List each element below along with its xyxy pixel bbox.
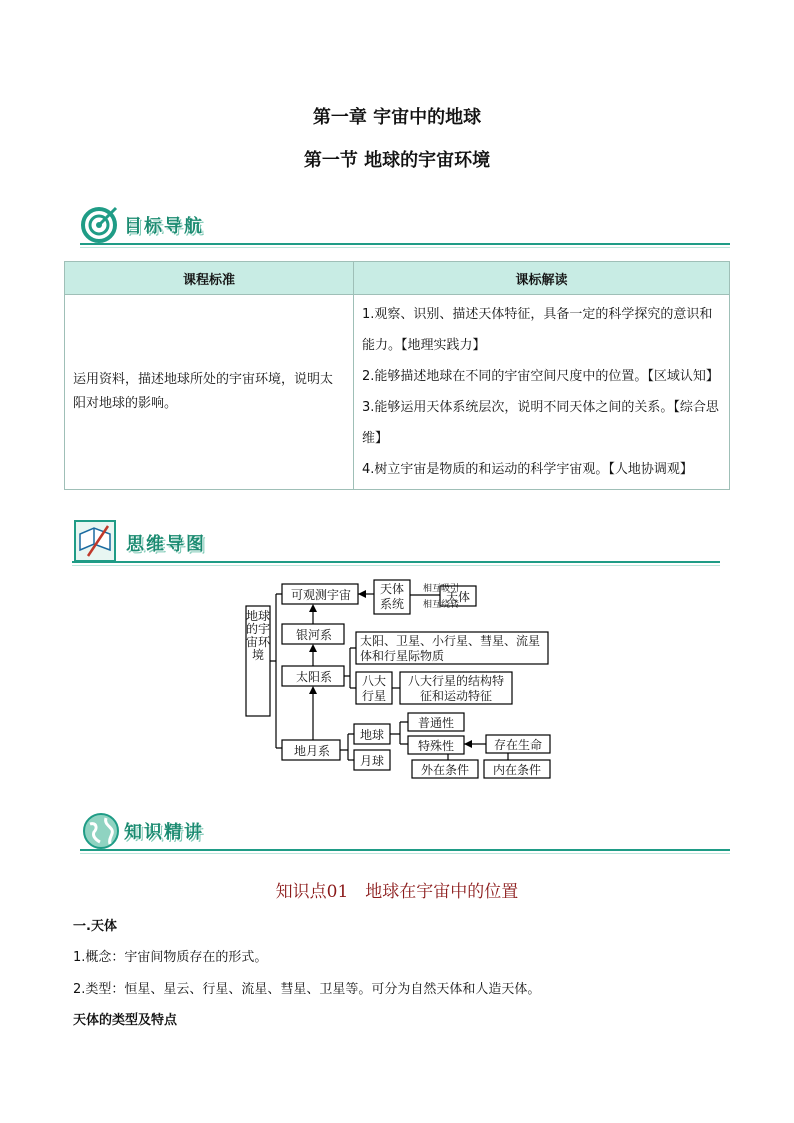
heading-celestial: 一.天体 <box>73 919 117 934</box>
knowledge-banner-label: 知识精讲 <box>124 822 204 843</box>
interpretation-cell <box>354 295 730 490</box>
interpretation-item: 1.观察、识别、描述天体特征，具备一定的科学探究的意识和能力。【地理实践力】 <box>362 307 713 353</box>
mindmap-milky-way: 银河系 <box>295 628 332 642</box>
mindmap-special: 特殊性 <box>417 739 454 753</box>
globe-icon <box>82 812 120 850</box>
mindmap-solar-system: 太阳系 <box>295 670 332 684</box>
subheading-types: 天体的类型及特点 <box>73 1013 178 1028</box>
interpretation-item: 3.能够运用天体系统层次，说明不同天体之间的关系。【综合思维】 <box>362 400 719 446</box>
mindmap-moon: 月球 <box>359 754 384 768</box>
mindmap-solar-members: 太阳、卫星、小行星、彗星、流星体和行星际物质 <box>360 634 541 663</box>
mindmap-banner-label: 思维导图 <box>126 534 206 555</box>
mindmap-earth: 地球 <box>359 728 384 742</box>
interpretation-item: 2.能够描述地球在不同的宇宙空间尺度中的位置。【区域认知】 <box>362 369 719 384</box>
mindmap-celestial: 天体 <box>445 590 470 604</box>
table-header-standard: 课程标准 <box>65 262 354 295</box>
mindmap-banner <box>72 518 720 566</box>
mindmap-attract: 相互吸引 <box>422 584 459 594</box>
mindmap-root-label: 地球的宇宙环境 <box>246 609 271 662</box>
mindmap-celestial-system: 天体系统 <box>379 582 404 611</box>
knowledge-banner <box>80 806 730 854</box>
types-text: 2.类型：恒星、星云、行星、流星、彗星、卫星等。可分为自然天体和人造天体。 <box>73 982 541 997</box>
knowledge-point-title: 知识点01 地球在宇宙中的位置 <box>275 882 519 902</box>
mindmap-eight-features: 八大行星的结构特征和运动特征 <box>407 674 504 703</box>
mindmap-life: 存在生命 <box>493 738 542 752</box>
mindmap-earth-moon: 地月系 <box>293 744 330 758</box>
goal-banner <box>80 200 730 248</box>
concept-text: 1.概念：宇宙间物质存在的形式。 <box>73 950 268 965</box>
mindmap-internal: 内在条件 <box>492 763 541 777</box>
notebook-icon <box>74 520 116 562</box>
section-title: 第一节 地球的宇宙环境 <box>303 150 491 171</box>
table-header-interpretation: 课标解读 <box>354 262 730 295</box>
mindmap-observable: 可观测宇宙 <box>290 588 351 602</box>
standards-table <box>64 261 730 490</box>
chapter-title: 第一章 宇宙中的地球 <box>312 107 482 128</box>
mindmap-orbit: 相互绕转 <box>422 600 459 610</box>
target-icon <box>80 204 120 244</box>
mindmap-eight-planets: 八大行星 <box>361 674 386 703</box>
goal-banner-label: 目标导航 <box>124 216 204 237</box>
standard-cell: 运用资料，描述地球所处的宇宙环境，说明太阳对地球的影响。 <box>65 295 354 490</box>
mindmap-common: 普通性 <box>417 716 454 730</box>
mindmap-external: 外在条件 <box>420 763 469 777</box>
interpretation-item: 4.树立宇宙是物质的和运动的科学宇宙观。【人地协调观】 <box>362 462 693 477</box>
